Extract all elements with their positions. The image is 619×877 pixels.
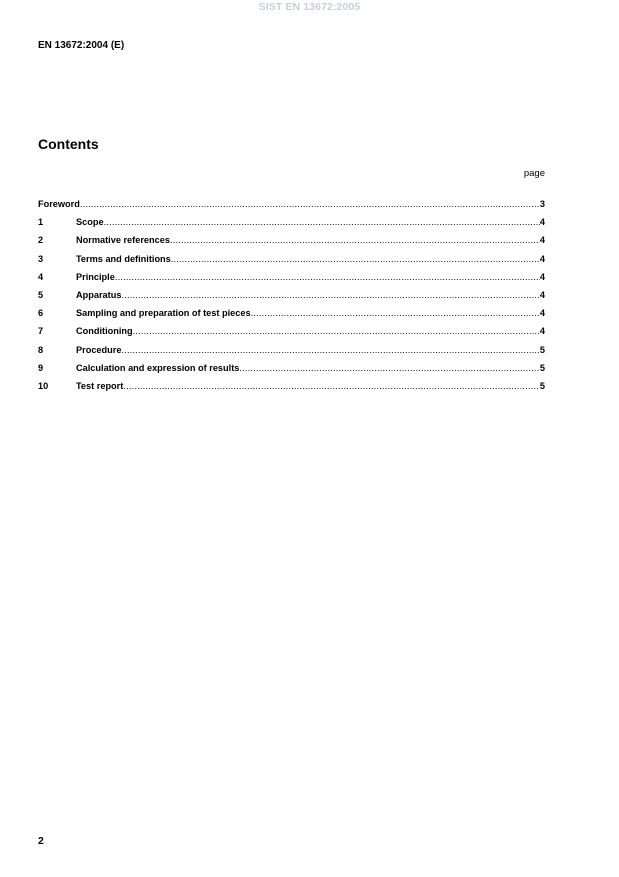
toc-entry-page: 4 xyxy=(539,253,545,264)
toc-entry-number: 4 xyxy=(38,271,44,282)
toc-entry-page: 4 xyxy=(539,271,545,282)
toc-leader-dots xyxy=(80,199,540,209)
page-number: 2 xyxy=(38,835,44,847)
toc-entry-title: Normative references xyxy=(76,235,170,246)
toc-leader-dots xyxy=(170,235,540,245)
toc-entry-number: 1 xyxy=(38,217,44,228)
toc-leader-dots xyxy=(239,363,540,373)
toc-entry-page: 5 xyxy=(539,380,545,391)
toc-entry-test-report[interactable] xyxy=(38,381,545,399)
toc-entry-title: Terms and definitions xyxy=(76,253,171,264)
toc-entry-number: 8 xyxy=(38,344,44,355)
toc-entry-number: 3 xyxy=(38,253,44,264)
toc-leader-dots xyxy=(123,381,540,391)
contents-title: Contents xyxy=(38,136,99,152)
toc-entry-number: 7 xyxy=(38,326,44,337)
toc-entry-title: Conditioning xyxy=(76,326,133,337)
document-id-header: EN 13672:2004 (E) xyxy=(38,40,125,51)
toc-entry-title: Principle xyxy=(76,271,115,282)
toc-entry-foreword[interactable] xyxy=(38,199,545,217)
toc-entry-page: 5 xyxy=(539,362,545,373)
toc-entry-title: Test report xyxy=(76,380,124,391)
toc-leader-dots xyxy=(133,326,540,336)
toc-entry-number: 5 xyxy=(38,289,44,300)
toc-entry-page: 5 xyxy=(539,344,545,355)
toc-entry-title: Calculation and expression of results xyxy=(76,362,240,373)
toc-entry-number: 10 xyxy=(38,380,49,391)
toc-leader-dots xyxy=(251,308,540,318)
toc-entry-title: Apparatus xyxy=(76,289,122,300)
toc-entry-page: 4 xyxy=(539,308,545,319)
toc-entry-title: Scope xyxy=(76,217,104,228)
toc-entry-procedure[interactable] xyxy=(38,345,545,363)
toc-entry-normative-references[interactable] xyxy=(38,235,545,253)
toc-entry-apparatus[interactable] xyxy=(38,290,545,308)
toc-leader-dots xyxy=(115,272,540,282)
toc-entry-page: 4 xyxy=(539,235,545,246)
toc-entry-number: 6 xyxy=(38,308,44,319)
toc-entry-conditioning[interactable] xyxy=(38,326,545,344)
toc-entry-page: 3 xyxy=(539,199,545,209)
toc-entry-number: 2 xyxy=(38,235,44,246)
toc-leader-dots xyxy=(121,345,539,355)
toc-entry-number: 9 xyxy=(38,362,44,373)
toc-entry-terms-and-definitions[interactable] xyxy=(38,254,545,272)
toc-entry-page: 4 xyxy=(539,289,545,300)
toc-entry-page: 4 xyxy=(539,217,545,228)
toc-entry-title: Sampling and preparation of test pieces xyxy=(76,308,251,319)
toc-entry-principle[interactable] xyxy=(38,272,545,290)
toc-entry-sampling[interactable] xyxy=(38,308,545,326)
toc-entry-calculation[interactable] xyxy=(38,363,545,381)
toc-entry-page: 4 xyxy=(539,326,545,337)
toc-entry-title: Foreword xyxy=(38,199,80,209)
table-of-contents xyxy=(38,199,545,399)
watermark: SIST EN 13672:2005 xyxy=(258,1,361,13)
toc-leader-dots xyxy=(104,217,540,227)
toc-entry-title: Procedure xyxy=(76,344,122,355)
toc-entry-scope[interactable] xyxy=(38,217,545,235)
toc-leader-dots xyxy=(121,290,539,300)
page-column-label: page xyxy=(523,168,545,179)
toc-leader-dots xyxy=(171,254,540,264)
